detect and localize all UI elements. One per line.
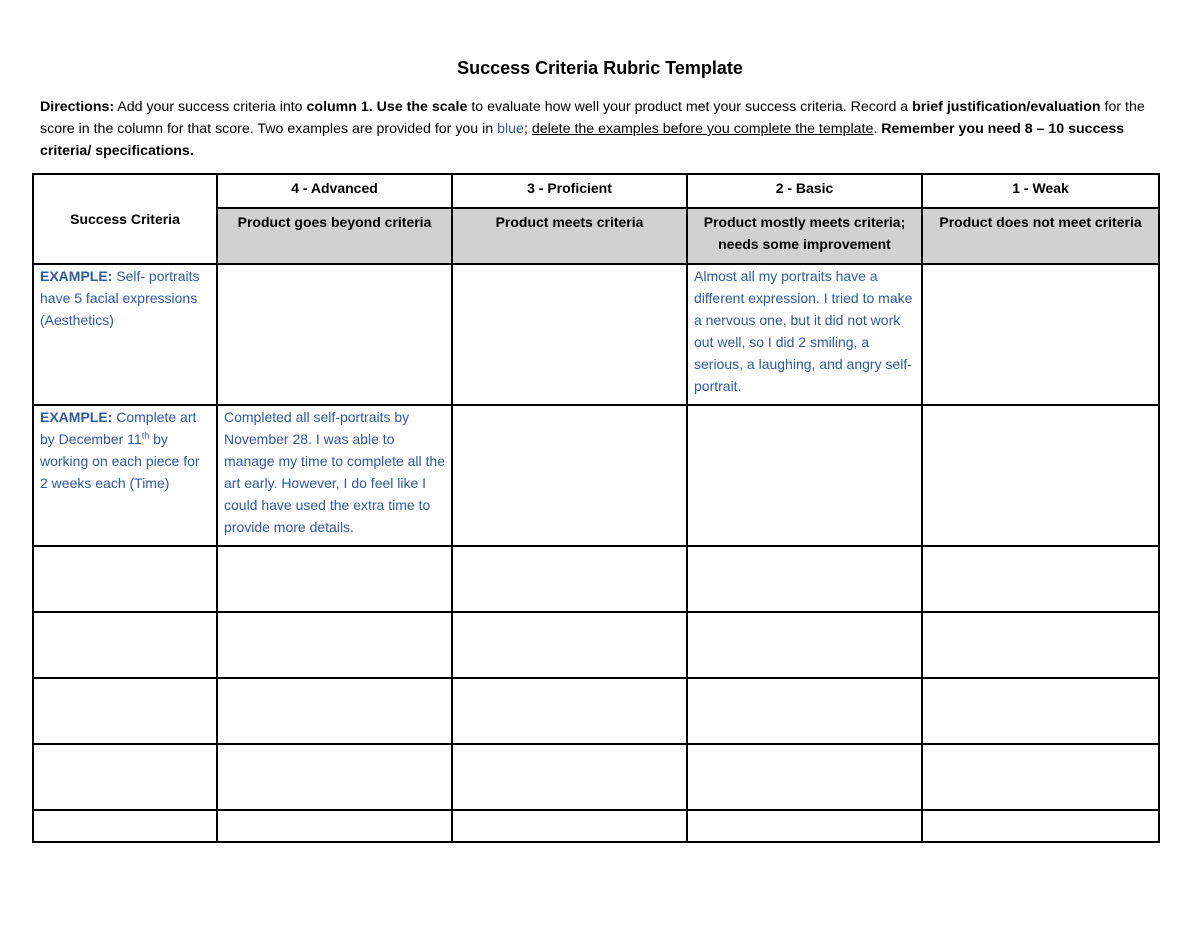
header-desc-advanced: Product goes beyond criteria [217,208,452,264]
directions-text-5: . [873,121,882,137]
proficient-cell[interactable] [452,744,687,810]
example-2-label: EXAMPLE: [40,409,113,425]
proficient-cell[interactable] [452,546,687,612]
directions-label: Directions: [40,99,115,115]
criteria-cell[interactable] [33,678,217,744]
rubric-table [32,173,1160,843]
advanced-cell[interactable] [217,546,452,612]
weak-cell[interactable] [922,612,1159,678]
table-row [33,810,1159,842]
basic-cell[interactable] [687,810,922,842]
header-success-criteria: Success Criteria [33,174,217,264]
criteria-cell[interactable] [33,810,217,842]
advanced-cell[interactable] [217,810,452,842]
example-1-criteria-cell[interactable] [33,264,217,405]
header-scale-weak: 1 - Weak [922,174,1159,208]
example-2-weak-cell[interactable] [922,405,1159,546]
directions-text-2: to evaluate how well your product met your success criteria. Record a [467,99,913,115]
proficient-cell[interactable] [452,810,687,842]
example-2-criteria-cell[interactable] [33,405,217,546]
example-2-criteria-post: by working on each piece for 2 weeks each (Time) [40,431,200,491]
directions-bold-3: brief justification/evaluation [912,99,1101,115]
proficient-cell[interactable] [452,678,687,744]
table-row [33,546,1159,612]
directions-bold-4: Remember you need 8 – 10 success criteria/ specifications. [40,121,1125,159]
example-2-criteria-pre: Complete art by December 11 [40,409,197,447]
header-scale-advanced: 4 - Advanced [217,174,452,208]
directions-text-3: for the score in the column for that score. Two examples are provided for you in [40,99,1145,137]
example-1-basic-cell[interactable]: Almost all my portraits have a different expression. I tried to make a nervous one, but it did not work out well, so I did 2 smiling, a serious, a laughing, and angry self-portrait. [687,264,922,405]
example-2-criteria-sup: th [141,430,150,441]
advanced-cell[interactable] [217,678,452,744]
basic-cell[interactable] [687,612,922,678]
header-scale-basic: 2 - Basic [687,174,922,208]
header-desc-basic: Product mostly meets criteria; needs some improvement [687,208,922,264]
directions-underlined: delete the examples before you complete the template [531,121,874,137]
example-1-label: EXAMPLE: [40,268,113,284]
basic-cell[interactable] [687,678,922,744]
weak-cell[interactable] [922,546,1159,612]
table-row [33,678,1159,744]
header-desc-proficient: Product meets criteria [452,208,687,264]
header-row-scale [33,174,1159,208]
weak-cell[interactable] [922,678,1159,744]
header-scale-proficient: 3 - Proficient [452,174,687,208]
page-title: Success Criteria Rubric Template [457,58,743,78]
directions-blue-word: blue [497,121,524,137]
table-row [33,744,1159,810]
weak-cell[interactable] [922,810,1159,842]
directions-paragraph [40,96,1160,162]
example-1-proficient-cell[interactable] [452,264,687,405]
basic-cell[interactable] [687,744,922,810]
basic-cell[interactable] [687,546,922,612]
header-desc-weak: Product does not meet criteria [922,208,1159,264]
criteria-cell[interactable] [33,612,217,678]
weak-cell[interactable] [922,744,1159,810]
example-2-advanced-cell[interactable]: Completed all self-portraits by November 28. I was able to manage my time to complete all the art early. However, I do feel like I could have used the extra time to provide more details. [217,405,452,546]
example-row-1 [33,264,1159,405]
directions-text-1: Add your success criteria into [114,99,307,115]
table-row [33,612,1159,678]
example-1-advanced-cell[interactable] [217,264,452,405]
directions-text-4: ; [523,121,532,137]
criteria-cell[interactable] [33,546,217,612]
example-1-weak-cell[interactable] [922,264,1159,405]
advanced-cell[interactable] [217,612,452,678]
directions-bold-1: column 1 [306,99,369,115]
proficient-cell[interactable] [452,612,687,678]
advanced-cell[interactable] [217,744,452,810]
example-row-2 [33,405,1159,546]
example-1-criteria: Self- portraits have 5 facial expressions (Aesthetics) [40,268,200,328]
example-2-basic-cell[interactable] [687,405,922,546]
criteria-cell[interactable] [33,744,217,810]
directions-bold-2: . Use the scale [368,99,468,115]
example-2-proficient-cell[interactable] [452,405,687,546]
